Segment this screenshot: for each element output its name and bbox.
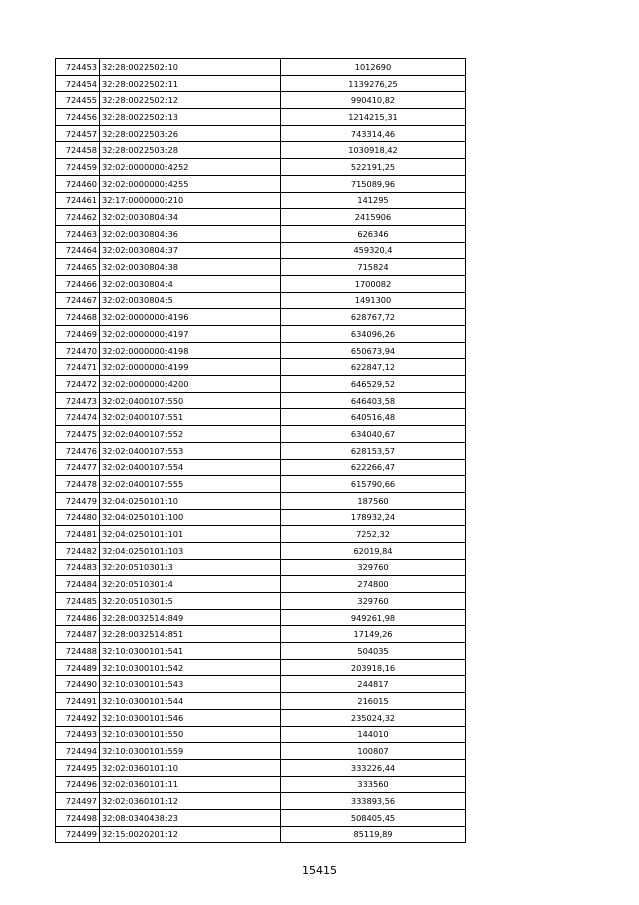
cadastral-number-cell: 32:02:0360101:12: [100, 793, 281, 810]
cadastral-value-cell: 333893,56: [281, 793, 466, 810]
cadastral-value-cell: 634096,26: [281, 326, 466, 343]
cadastral-value-cell: 329760: [281, 559, 466, 576]
table-row: [56, 726, 466, 743]
cadastral-value-cell: 459320,4: [281, 242, 466, 259]
table-row: [56, 809, 466, 826]
row-id-cell: 724474: [56, 409, 100, 426]
table-row: [56, 192, 466, 209]
cadastral-value-cell: 634040,67: [281, 426, 466, 443]
table-row: [56, 626, 466, 643]
table-row: [56, 659, 466, 676]
row-id-cell: 724486: [56, 609, 100, 626]
row-id-cell: 724479: [56, 492, 100, 509]
cadastral-number-cell: 32:02:0030804:37: [100, 242, 281, 259]
table-row: [56, 743, 466, 760]
row-id-cell: 724478: [56, 476, 100, 493]
row-id-cell: 724483: [56, 559, 100, 576]
cadastral-value-cell: 333226,44: [281, 759, 466, 776]
table-row: [56, 292, 466, 309]
cadastral-number-cell: 32:10:0300101:550: [100, 726, 281, 743]
cadastral-number-cell: 32:28:0022502:13: [100, 109, 281, 126]
cadastral-number-cell: 32:28:0022502:12: [100, 92, 281, 109]
row-id-cell: 724470: [56, 342, 100, 359]
cadastral-number-cell: 32:28:0022502:10: [100, 59, 281, 76]
cadastral-value-cell: 743314,46: [281, 125, 466, 142]
cadastral-value-cell: 203918,16: [281, 659, 466, 676]
table-row: [56, 342, 466, 359]
table-row: [56, 459, 466, 476]
row-id-cell: 724476: [56, 442, 100, 459]
cadastral-value-cell: 1700082: [281, 275, 466, 292]
cadastral-number-cell: 32:10:0300101:546: [100, 709, 281, 726]
cadastral-value-cell: 640516,48: [281, 409, 466, 426]
row-id-cell: 724455: [56, 92, 100, 109]
row-id-cell: 724471: [56, 359, 100, 376]
cadastral-value-cell: 1012690: [281, 59, 466, 76]
cadastral-value-cell: 17149,26: [281, 626, 466, 643]
table-row: [56, 92, 466, 109]
table-row: [56, 75, 466, 92]
cadastral-number-cell: 32:02:0000000:4197: [100, 326, 281, 343]
cadastral-value-cell: 715824: [281, 259, 466, 276]
cadastral-value-cell: 62019,84: [281, 542, 466, 559]
cadastral-number-cell: 32:02:0360101:11: [100, 776, 281, 793]
table-row: [56, 392, 466, 409]
cadastral-number-cell: 32:20:0510301:5: [100, 593, 281, 610]
cadastral-value-cell: 522191,25: [281, 159, 466, 176]
cadastral-value-cell: 187560: [281, 492, 466, 509]
cadastral-value-cell: 1214215,31: [281, 109, 466, 126]
table-row: [56, 125, 466, 142]
row-id-cell: 724469: [56, 326, 100, 343]
cadastral-number-cell: 32:10:0300101:542: [100, 659, 281, 676]
table-row: [56, 826, 466, 843]
table-row: [56, 59, 466, 76]
table-row: [56, 492, 466, 509]
row-id-cell: 724481: [56, 526, 100, 543]
table-row: [56, 709, 466, 726]
table-row: [56, 542, 466, 559]
row-id-cell: 724457: [56, 125, 100, 142]
table-row: [56, 159, 466, 176]
cadastral-value-cell: 216015: [281, 693, 466, 710]
cadastral-number-cell: 32:02:0400107:552: [100, 426, 281, 443]
row-id-cell: 724499: [56, 826, 100, 843]
row-id-cell: 724475: [56, 426, 100, 443]
cadastral-value-cell: 622847,12: [281, 359, 466, 376]
cadastral-number-cell: 32:20:0510301:3: [100, 559, 281, 576]
cadastral-number-cell: 32:02:0400107:553: [100, 442, 281, 459]
table-row: [56, 576, 466, 593]
row-id-cell: 724461: [56, 192, 100, 209]
table-row: [56, 326, 466, 343]
row-id-cell: 724477: [56, 459, 100, 476]
cadastral-number-cell: 32:28:0022503:26: [100, 125, 281, 142]
table-row: [56, 409, 466, 426]
table-row: [56, 426, 466, 443]
cadastral-number-cell: 32:04:0250101:10: [100, 492, 281, 509]
row-id-cell: 724487: [56, 626, 100, 643]
row-id-cell: 724464: [56, 242, 100, 259]
cadastral-number-cell: 32:02:0000000:4198: [100, 342, 281, 359]
cadastral-value-cell: 7252,32: [281, 526, 466, 543]
row-id-cell: 724494: [56, 743, 100, 760]
cadastral-value-cell: 144010: [281, 726, 466, 743]
row-id-cell: 724453: [56, 59, 100, 76]
row-id-cell: 724465: [56, 259, 100, 276]
cadastral-number-cell: 32:04:0250101:101: [100, 526, 281, 543]
cadastral-value-cell: 178932,24: [281, 509, 466, 526]
row-id-cell: 724482: [56, 542, 100, 559]
cadastral-value-cell: 2415906: [281, 209, 466, 226]
table-row: [56, 175, 466, 192]
table-row: [56, 309, 466, 326]
table-row: [56, 793, 466, 810]
cadastral-number-cell: 32:02:0030804:4: [100, 275, 281, 292]
table-row: [56, 259, 466, 276]
cadastral-value-cell: 329760: [281, 593, 466, 610]
row-id-cell: 724466: [56, 275, 100, 292]
row-id-cell: 724460: [56, 175, 100, 192]
table-row: [56, 676, 466, 693]
cadastral-number-cell: 32:02:0360101:10: [100, 759, 281, 776]
cadastral-number-cell: 32:15:0020201:12: [100, 826, 281, 843]
cadastral-number-cell: 32:08:0340438:23: [100, 809, 281, 826]
cadastral-number-cell: 32:02:0000000:4196: [100, 309, 281, 326]
cadastral-number-cell: 32:02:0000000:4255: [100, 175, 281, 192]
row-id-cell: 724463: [56, 225, 100, 242]
cadastral-value-cell: 626346: [281, 225, 466, 242]
cadastral-value-cell: 1139276,25: [281, 75, 466, 92]
cadastral-number-cell: 32:02:0030804:36: [100, 225, 281, 242]
cadastral-number-cell: 32:17:0000000:210: [100, 192, 281, 209]
table-row: [56, 693, 466, 710]
cadastral-number-cell: 32:02:0400107:554: [100, 459, 281, 476]
table-row: [56, 526, 466, 543]
row-id-cell: 724468: [56, 309, 100, 326]
cadastral-value-cell: 508405,45: [281, 809, 466, 826]
cadastral-value-cell: 650673,94: [281, 342, 466, 359]
cadastral-number-cell: 32:02:0000000:4200: [100, 376, 281, 393]
table-row: [56, 593, 466, 610]
table-row: [56, 275, 466, 292]
cadastral-value-cell: 85119,89: [281, 826, 466, 843]
table-row: [56, 609, 466, 626]
table-row: [56, 359, 466, 376]
row-id-cell: 724467: [56, 292, 100, 309]
cadastral-value-cell: 622266,47: [281, 459, 466, 476]
cadastral-number-cell: 32:28:0032514:851: [100, 626, 281, 643]
row-id-cell: 724490: [56, 676, 100, 693]
row-id-cell: 724492: [56, 709, 100, 726]
cadastral-number-cell: 32:04:0250101:103: [100, 542, 281, 559]
row-id-cell: 724473: [56, 392, 100, 409]
cadastral-value-cell: 628153,57: [281, 442, 466, 459]
row-id-cell: 724488: [56, 643, 100, 660]
row-id-cell: 724489: [56, 659, 100, 676]
cadastral-number-cell: 32:02:0400107:550: [100, 392, 281, 409]
row-id-cell: 724497: [56, 793, 100, 810]
row-id-cell: 724472: [56, 376, 100, 393]
row-id-cell: 724496: [56, 776, 100, 793]
table-row: [56, 442, 466, 459]
cadastral-number-cell: 32:10:0300101:543: [100, 676, 281, 693]
row-id-cell: 724480: [56, 509, 100, 526]
row-id-cell: 724454: [56, 75, 100, 92]
row-id-cell: 724462: [56, 209, 100, 226]
row-id-cell: 724485: [56, 593, 100, 610]
row-id-cell: 724458: [56, 142, 100, 159]
row-id-cell: 724459: [56, 159, 100, 176]
table-row: [56, 242, 466, 259]
cadastral-value-cell: 244817: [281, 676, 466, 693]
table-row: [56, 509, 466, 526]
cadastral-number-cell: 32:02:0400107:551: [100, 409, 281, 426]
cadastral-number-cell: 32:02:0030804:38: [100, 259, 281, 276]
cadastral-value-cell: 949261,98: [281, 609, 466, 626]
cadastral-number-cell: 32:10:0300101:544: [100, 693, 281, 710]
page-number: 15415: [302, 864, 337, 877]
table-row: [56, 776, 466, 793]
cadastral-number-cell: 32:02:0000000:4252: [100, 159, 281, 176]
cadastral-number-cell: 32:02:0030804:5: [100, 292, 281, 309]
cadastral-value-cell: 235024,32: [281, 709, 466, 726]
cadastral-number-cell: 32:10:0300101:559: [100, 743, 281, 760]
cadastral-number-cell: 32:04:0250101:100: [100, 509, 281, 526]
cadastral-value-cell: 646529,52: [281, 376, 466, 393]
cadastral-value-table: [55, 58, 466, 843]
cadastral-value-cell: 628767,72: [281, 309, 466, 326]
row-id-cell: 724498: [56, 809, 100, 826]
cadastral-number-cell: 32:28:0022502:11: [100, 75, 281, 92]
cadastral-number-cell: 32:28:0032514:849: [100, 609, 281, 626]
row-id-cell: 724493: [56, 726, 100, 743]
cadastral-value-cell: 100807: [281, 743, 466, 760]
table-row: [56, 759, 466, 776]
row-id-cell: 724484: [56, 576, 100, 593]
table-row: [56, 225, 466, 242]
cadastral-number-cell: 32:20:0510301:4: [100, 576, 281, 593]
cadastral-number-cell: 32:02:0000000:4199: [100, 359, 281, 376]
cadastral-value-cell: 646403,58: [281, 392, 466, 409]
cadastral-number-cell: 32:02:0400107:555: [100, 476, 281, 493]
cadastral-value-cell: 1030918,42: [281, 142, 466, 159]
table-row: [56, 142, 466, 159]
cadastral-value-cell: 990410,82: [281, 92, 466, 109]
cadastral-value-cell: 715089,96: [281, 175, 466, 192]
row-id-cell: 724495: [56, 759, 100, 776]
table-row: [56, 559, 466, 576]
table-row: [56, 643, 466, 660]
table-row: [56, 476, 466, 493]
cadastral-number-cell: 32:02:0030804:34: [100, 209, 281, 226]
table-body: [56, 59, 466, 843]
cadastral-value-cell: 1491300: [281, 292, 466, 309]
table-row: [56, 209, 466, 226]
table-row: [56, 109, 466, 126]
cadastral-value-cell: 274800: [281, 576, 466, 593]
row-id-cell: 724456: [56, 109, 100, 126]
cadastral-number-cell: 32:28:0022503:28: [100, 142, 281, 159]
row-id-cell: 724491: [56, 693, 100, 710]
table-row: [56, 376, 466, 393]
cadastral-value-cell: 333560: [281, 776, 466, 793]
cadastral-value-cell: 615790,66: [281, 476, 466, 493]
cadastral-number-cell: 32:10:0300101:541: [100, 643, 281, 660]
cadastral-value-cell: 504035: [281, 643, 466, 660]
cadastral-value-cell: 141295: [281, 192, 466, 209]
